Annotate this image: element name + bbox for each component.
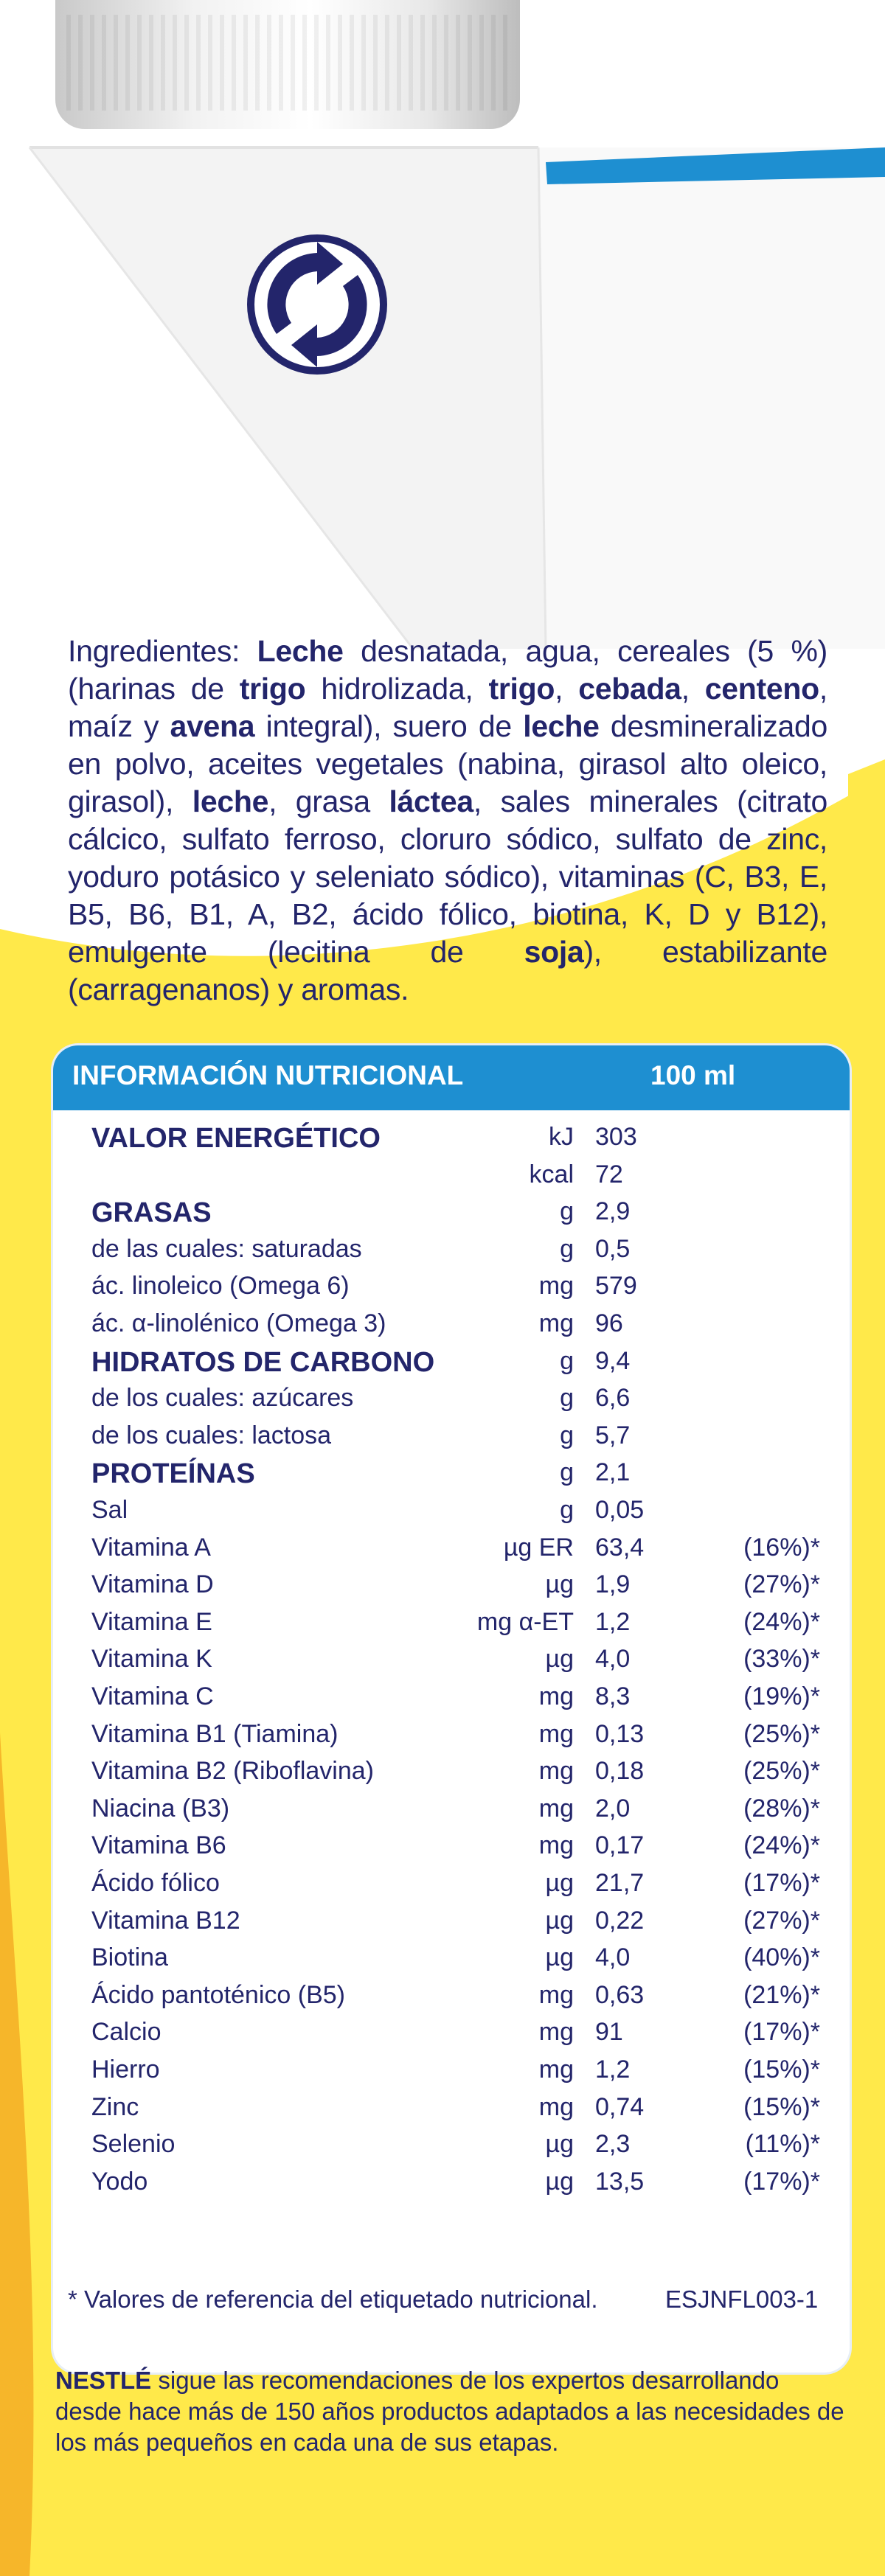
nutrient-unit: kJ xyxy=(549,1123,574,1151)
nutrient-name: GRASAS xyxy=(91,1197,212,1229)
nutrient-name: Calcio xyxy=(91,2018,162,2047)
nutrition-row xyxy=(53,1309,850,1346)
nutrient-name: PROTEÍNAS xyxy=(91,1458,255,1490)
nutrition-row xyxy=(53,1757,850,1794)
nutrition-row xyxy=(53,1608,850,1645)
nutrient-value: 8,3 xyxy=(595,1682,631,1710)
nutrient-unit: µg xyxy=(545,1570,574,1599)
nutrient-value: 0,05 xyxy=(595,1496,645,1524)
nutrient-reference-pct: (25%)* xyxy=(743,1719,820,1748)
nutrient-reference-pct: (40%)* xyxy=(743,1943,820,1972)
nutrient-reference-pct: (27%)* xyxy=(743,1570,820,1599)
nutrition-row xyxy=(53,1534,850,1570)
nutrient-unit: g xyxy=(560,1496,574,1524)
nutrient-unit: mg xyxy=(538,2055,574,2084)
nutrient-value: 96 xyxy=(595,1309,623,1337)
nutrient-value: 2,9 xyxy=(595,1197,631,1226)
nutrition-row xyxy=(53,1123,850,1160)
nutrition-row xyxy=(53,1795,850,1831)
nutrient-name: HIDRATOS DE CARBONO xyxy=(91,1346,435,1378)
nutrient-unit: g xyxy=(560,1421,574,1449)
nutrient-value: 4,0 xyxy=(595,1645,631,1674)
nutrition-row xyxy=(53,1831,850,1868)
nutrient-reference-pct: (17%)* xyxy=(743,2167,820,2196)
nutrition-panel xyxy=(53,1045,850,2373)
nutrient-unit: µg xyxy=(545,1645,574,1674)
nutrient-unit: µg xyxy=(545,2130,574,2159)
nutrient-reference-pct: (17%)* xyxy=(743,1869,820,1897)
nutrient-name: Vitamina D xyxy=(91,1570,214,1599)
nutrient-value: 0,18 xyxy=(595,1757,645,1786)
nutrient-value: 91 xyxy=(595,2018,623,2047)
allergen-leche-3: leche xyxy=(192,784,269,818)
nutrition-row xyxy=(53,1496,850,1533)
allergen-trigo: trigo xyxy=(239,672,306,706)
nutrient-name: Sal xyxy=(91,1496,128,1524)
nutrient-unit: mg xyxy=(538,1757,574,1786)
nutrient-reference-pct: (33%)* xyxy=(743,1645,820,1674)
allergen-avena: avena xyxy=(170,709,255,743)
nutrition-row xyxy=(53,1272,850,1309)
nutrient-unit: kcal xyxy=(529,1160,574,1188)
nutrient-value: 0,63 xyxy=(595,1980,645,2009)
nutrient-reference-pct: (28%)* xyxy=(743,1794,820,1823)
nutrient-value: 2,0 xyxy=(595,1794,631,1823)
nutrient-name: ác. α-linolénico (Omega 3) xyxy=(91,1309,386,1337)
nutrient-unit: mg xyxy=(538,1682,574,1710)
nestle-brand: NESTLÉ xyxy=(55,2367,152,2394)
nutrition-row xyxy=(53,1645,850,1682)
nutrient-unit: g xyxy=(560,1346,574,1375)
nutrient-value: 1,9 xyxy=(595,1570,631,1599)
nutrient-name: de los cuales: lactosa xyxy=(91,1421,332,1449)
nutrient-unit: mg xyxy=(538,1272,574,1301)
nutrition-row xyxy=(53,1235,850,1272)
nutrient-value: 6,6 xyxy=(595,1384,631,1413)
nutrient-unit: mg xyxy=(538,1309,574,1337)
nutrient-value: 13,5 xyxy=(595,2167,645,2196)
nutrient-reference-pct: (17%)* xyxy=(743,2018,820,2047)
nutrient-value: 2,3 xyxy=(595,2130,631,2159)
nutrition-row xyxy=(53,1458,850,1495)
nutrition-row xyxy=(53,1981,850,2018)
nutrient-reference-pct: (16%)* xyxy=(743,1533,820,1562)
nutrient-unit: µg xyxy=(545,1943,574,1972)
nutrient-value: 0,17 xyxy=(595,1831,645,1860)
allergen-trigo-2: trigo xyxy=(488,672,555,706)
nutrient-unit: g xyxy=(560,1458,574,1487)
green-dot-recycle-icon xyxy=(247,234,387,375)
nutrient-name: Vitamina E xyxy=(91,1607,212,1636)
nutrition-row xyxy=(53,1682,850,1719)
nutrient-reference-pct: (15%)* xyxy=(743,2092,820,2121)
nutrient-reference-pct: (27%)* xyxy=(743,1906,820,1935)
nutrient-name: de los cuales: azúcares xyxy=(91,1384,354,1413)
nutrient-name: Ácido pantoténico (B5) xyxy=(91,1980,345,2009)
nutrient-unit: mg xyxy=(538,1794,574,1823)
nutrient-unit: µg xyxy=(545,1869,574,1897)
ingredients-text xyxy=(68,633,827,1009)
nutrition-row xyxy=(53,1160,850,1197)
nutrient-name: Zinc xyxy=(91,2092,139,2121)
nestle-statement xyxy=(55,2365,844,2458)
nutrient-value: 1,2 xyxy=(595,1607,631,1636)
nutrient-value: 303 xyxy=(595,1123,637,1151)
nutrient-reference-pct: (19%)* xyxy=(743,1682,820,1710)
nutrient-reference-pct: (25%)* xyxy=(743,1757,820,1786)
nutrient-name: Yodo xyxy=(91,2167,148,2196)
nutrition-header xyxy=(53,1045,850,1110)
nutrient-name: Hierro xyxy=(91,2055,160,2084)
nutrient-unit: g xyxy=(560,1197,574,1226)
footnote-text: * Valores de referencia del etiquetado nutricional. xyxy=(68,2286,598,2313)
footnote xyxy=(68,2286,864,2314)
ingredients-segment: integral), suero de xyxy=(254,709,524,743)
nutrient-name: Vitamina B1 (Tiamina) xyxy=(91,1719,339,1748)
nutrient-value: 63,4 xyxy=(595,1533,645,1562)
nutrition-row xyxy=(53,1197,850,1234)
ingredients-segment: , xyxy=(681,672,705,706)
nutrient-value: 4,0 xyxy=(595,1943,631,1972)
nutrition-row xyxy=(53,1869,850,1906)
nutrient-reference-pct: (24%)* xyxy=(743,1607,820,1636)
nutrient-unit: g xyxy=(560,1384,574,1413)
nutrient-reference-pct: (21%)* xyxy=(743,1980,820,2009)
nutrient-value: 579 xyxy=(595,1272,637,1301)
allergen-cebada: cebada xyxy=(578,672,681,706)
nutrient-value: 2,1 xyxy=(595,1458,631,1487)
nutrient-reference-pct: (15%)* xyxy=(743,2055,820,2084)
nutrient-unit: mg xyxy=(538,1719,574,1748)
nutrition-row xyxy=(53,1347,850,1384)
nutrient-name: Vitamina K xyxy=(91,1645,212,1674)
nutrient-value: 0,5 xyxy=(595,1234,631,1263)
ingredients-label: Ingredientes: xyxy=(68,634,257,668)
nutrient-name: Vitamina C xyxy=(91,1682,214,1710)
ingredients-segment: , maíz y xyxy=(68,672,827,743)
nutrient-reference-pct: (11%)* xyxy=(745,2130,820,2159)
nutrient-value: 21,7 xyxy=(595,1869,645,1897)
nutrition-row xyxy=(53,1943,850,1980)
nutrient-value: 1,2 xyxy=(595,2055,631,2084)
nutrition-row xyxy=(53,1907,850,1943)
ingredients-segment: , sales minerales (citrato cálcico, sulfato ferroso, cloruro sódico, sulfato de zinc, yoduro potásico y seleniato sódico), vitaminas (C, B3, E, B5, B6, B1, A, B2, ácido fólico, biotina, K, D y B12), emulgente (lecitina de xyxy=(68,784,827,969)
nutrition-row xyxy=(53,1384,850,1421)
nutrient-name: Vitamina B2 (Riboflavina) xyxy=(91,1757,374,1786)
ingredients-segment: hidrolizada, xyxy=(305,672,489,706)
nutrient-name: Niacina (B3) xyxy=(91,1794,230,1823)
nutrition-row xyxy=(53,2093,850,2130)
nutrient-name: VALOR ENERGÉTICO xyxy=(91,1123,381,1154)
allergen-centeno: centeno xyxy=(704,672,819,706)
ingredients-segment: , xyxy=(555,672,579,706)
product-code: ESJNFL003-1 xyxy=(665,2286,819,2313)
allergen-leche-2: leche xyxy=(523,709,600,743)
nutrient-value: 0,13 xyxy=(595,1719,645,1748)
nutrient-unit: mg α-ET xyxy=(476,1607,574,1636)
nutrient-unit: mg xyxy=(538,2092,574,2121)
ingredients-segment: ), estabilizante (carragenanos) y aromas. xyxy=(68,935,828,1006)
allergen-lactea: láctea xyxy=(389,784,473,818)
nutrient-name: ác. linoleico (Omega 6) xyxy=(91,1272,350,1301)
nutrient-name: Ácido fólico xyxy=(91,1869,220,1897)
nutrient-unit: g xyxy=(560,1234,574,1263)
nutrient-unit: µg ER xyxy=(503,1533,574,1562)
allergen-leche: Leche xyxy=(257,634,344,668)
nutrient-name: Vitamina B6 xyxy=(91,1831,226,1860)
nutrient-name: Biotina xyxy=(91,1943,168,1972)
nutrient-unit: mg xyxy=(538,2018,574,2047)
nutrition-row xyxy=(53,2130,850,2167)
ingredients-segment: desmineralizado en polvo, aceites vegetales (nabina, girasol alto oleico, girasol), xyxy=(68,709,827,818)
nutrition-per-unit: 100 ml xyxy=(650,1060,736,1090)
cap-ridges xyxy=(66,15,509,111)
nutrient-value: 72 xyxy=(595,1160,623,1188)
nutrition-row xyxy=(53,1421,850,1458)
nutrient-name: Selenio xyxy=(91,2130,176,2159)
nutrition-row xyxy=(53,2055,850,2092)
nutrient-value: 0,74 xyxy=(595,2092,645,2121)
nutrition-row xyxy=(53,2018,850,2055)
nutrient-unit: µg xyxy=(545,2167,574,2196)
nutrient-value: 0,22 xyxy=(595,1906,645,1935)
nutrition-title: INFORMACIÓN NUTRICIONAL xyxy=(72,1060,464,1090)
nestle-text: sigue las recomendaciones de los expertos desarrollando desde hace más de 150 años productos adaptados a las necesidades de los más pequeños en cada una de sus etapas. xyxy=(55,2367,844,2456)
allergen-soja: soja xyxy=(524,935,584,969)
nutrient-reference-pct: (24%)* xyxy=(743,1831,820,1860)
nutrition-row xyxy=(53,1720,850,1757)
nutrient-unit: mg xyxy=(538,1980,574,2009)
nutrition-row xyxy=(53,2168,850,2204)
nutrient-name: Vitamina B12 xyxy=(91,1906,240,1935)
nutrient-name: Vitamina A xyxy=(91,1533,211,1562)
nutrient-value: 9,4 xyxy=(595,1346,631,1375)
nutrient-unit: mg xyxy=(538,1831,574,1860)
nutrient-unit: µg xyxy=(545,1906,574,1935)
ingredients-segment: desnatada, agua, cereales (5 %)(harinas de xyxy=(68,634,827,706)
nutrition-row xyxy=(53,1570,850,1607)
nutrient-name: de las cuales: saturadas xyxy=(91,1234,362,1263)
nutrient-value: 5,7 xyxy=(595,1421,631,1449)
ingredients-segment: , grasa xyxy=(268,784,389,818)
